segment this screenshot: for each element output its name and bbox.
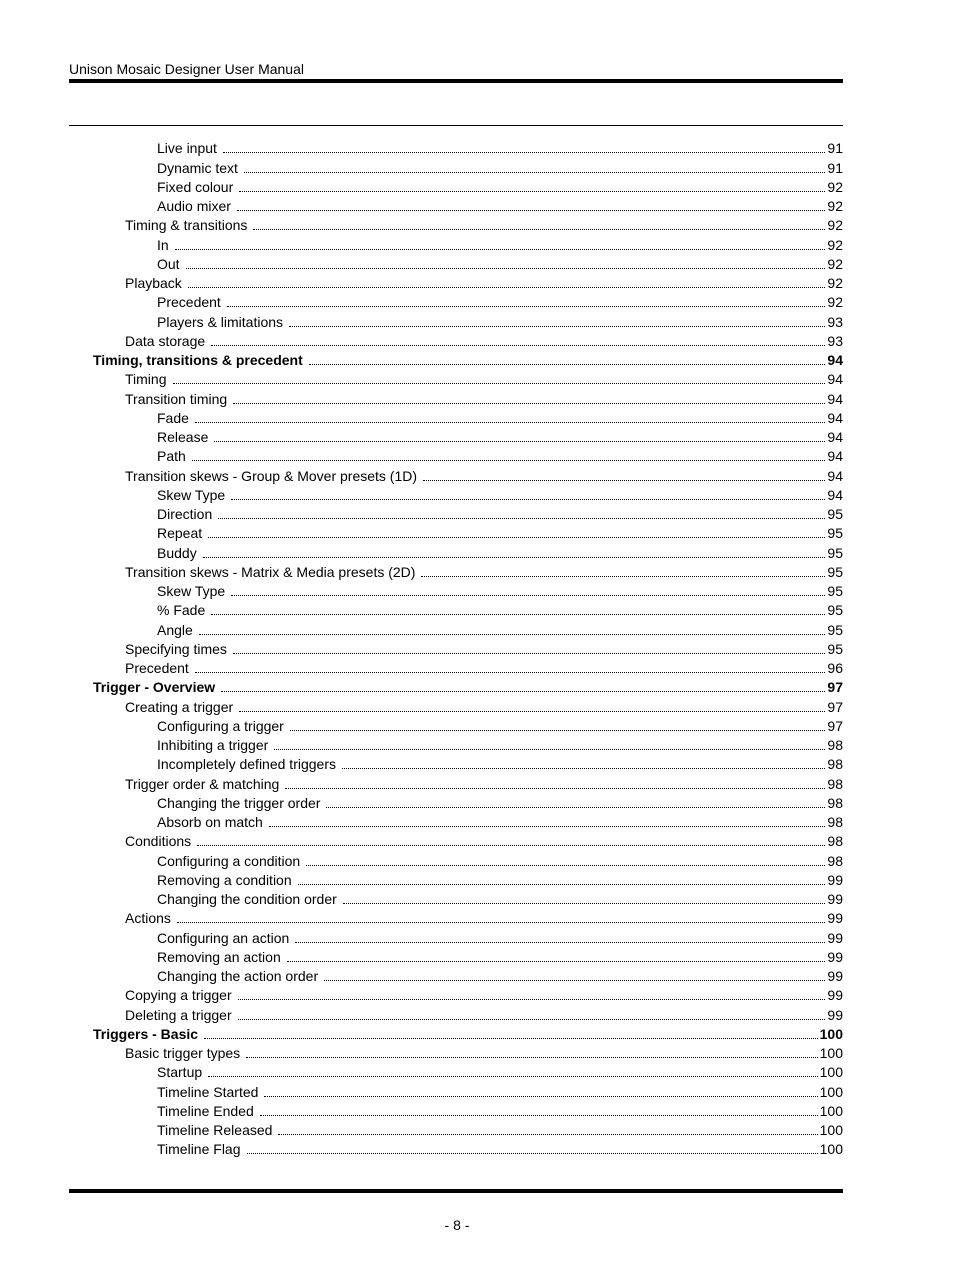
toc-entry[interactable] bbox=[69, 754, 843, 773]
toc-dot-leader bbox=[264, 1096, 817, 1097]
toc-entry-title: In bbox=[157, 236, 169, 253]
toc-entry-title: Startup bbox=[157, 1064, 203, 1081]
toc-entry-title: % Fade bbox=[157, 602, 206, 619]
toc-dot-leader bbox=[343, 903, 826, 904]
toc-entry-page: 99 bbox=[827, 891, 843, 907]
toc-entry-title: Creating a trigger bbox=[125, 698, 234, 715]
toc-dot-leader bbox=[326, 807, 825, 808]
toc-dot-leader bbox=[421, 576, 825, 577]
toc-entry[interactable] bbox=[69, 465, 843, 484]
toc-entry-page: 97 bbox=[827, 698, 843, 715]
toc-entry-page: 100 bbox=[819, 1045, 843, 1061]
toc-dot-leader bbox=[195, 672, 826, 673]
toc-dot-leader bbox=[188, 287, 826, 288]
toc-entry-page: 98 bbox=[827, 775, 843, 792]
toc-entry[interactable] bbox=[69, 485, 843, 504]
toc-entry-page: 94 bbox=[827, 371, 843, 388]
toc-dot-leader bbox=[231, 595, 825, 596]
toc-entry-page: 97 bbox=[827, 717, 843, 734]
toc-entry-title: Transition timing bbox=[125, 390, 228, 407]
toc-entry-title: Dynamic text bbox=[157, 159, 238, 176]
toc-entry-title: Audio mixer bbox=[157, 198, 231, 214]
toc-entry-page: 94 bbox=[827, 352, 843, 368]
toc-entry[interactable] bbox=[69, 562, 843, 581]
toc-dot-leader bbox=[239, 711, 825, 712]
toc-entry-page: 93 bbox=[827, 313, 843, 330]
toc-entry[interactable] bbox=[69, 1062, 843, 1081]
toc-dot-leader bbox=[175, 249, 826, 250]
toc-entry-title: Direction bbox=[157, 506, 213, 522]
toc-entry-title: Out bbox=[157, 255, 180, 272]
toc-entry-title: Timing bbox=[125, 371, 167, 388]
toc-entry-page: 95 bbox=[827, 640, 843, 657]
toc-entry-page: 98 bbox=[827, 794, 843, 811]
toc-entry[interactable] bbox=[69, 658, 843, 677]
toc-entry[interactable] bbox=[69, 350, 843, 369]
header-thin-rule bbox=[69, 125, 843, 126]
toc-dot-leader bbox=[203, 557, 826, 558]
toc-entry[interactable] bbox=[69, 850, 843, 869]
toc-entry-page: 92 bbox=[827, 198, 843, 214]
toc-entry-page: 95 bbox=[827, 544, 843, 561]
toc-entry-title: Timeline Flag bbox=[157, 1141, 241, 1158]
toc-entry-title: Changing the condition order bbox=[157, 891, 337, 907]
toc-entry-title: Changing the action order bbox=[157, 968, 319, 984]
toc-entry[interactable] bbox=[69, 619, 843, 638]
toc-dot-leader bbox=[306, 865, 825, 866]
toc-dot-leader bbox=[204, 1038, 818, 1039]
toc-entry-title: Basic trigger types bbox=[125, 1045, 241, 1061]
toc-dot-leader bbox=[324, 980, 825, 981]
toc-entry-page: 98 bbox=[827, 756, 843, 773]
toc-entry-title: Precedent bbox=[157, 294, 221, 311]
toc-entry[interactable] bbox=[69, 1120, 843, 1139]
toc-entry-page: 95 bbox=[827, 563, 843, 580]
toc-dot-leader bbox=[287, 961, 826, 962]
toc-dot-leader bbox=[238, 999, 826, 1000]
toc-entry[interactable] bbox=[69, 369, 843, 388]
toc-dot-leader bbox=[211, 614, 825, 615]
toc-entry-page: 100 bbox=[819, 1102, 843, 1119]
document-header-title: Unison Mosaic Designer User Manual bbox=[69, 61, 304, 77]
toc-dot-leader bbox=[214, 441, 825, 442]
toc-entry[interactable] bbox=[69, 870, 843, 889]
toc-entry[interactable] bbox=[69, 735, 843, 754]
toc-entry[interactable] bbox=[69, 157, 843, 176]
toc-entry-page: 95 bbox=[827, 583, 843, 599]
toc-entry[interactable] bbox=[69, 138, 843, 157]
toc-entry-page: 100 bbox=[819, 1064, 843, 1081]
toc-entry-page: 92 bbox=[827, 217, 843, 234]
toc-entry-page: 100 bbox=[819, 1141, 843, 1158]
toc-entry-title: Actions bbox=[125, 910, 171, 927]
toc-entry-title: Live input bbox=[157, 140, 217, 157]
toc-entry[interactable] bbox=[69, 889, 843, 908]
toc-entry[interactable] bbox=[69, 542, 843, 561]
toc-dot-leader bbox=[199, 634, 826, 635]
toc-dot-leader bbox=[289, 326, 825, 327]
toc-entry-title: Triggers - Basic bbox=[93, 1025, 199, 1042]
toc-dot-leader bbox=[231, 499, 825, 500]
toc-entry[interactable] bbox=[69, 793, 843, 812]
toc-entry-title: Repeat bbox=[157, 525, 203, 542]
toc-entry-title: Timeline Ended bbox=[157, 1102, 254, 1119]
toc-entry[interactable] bbox=[69, 1081, 843, 1100]
toc-entry-page: 99 bbox=[827, 929, 843, 946]
toc-dot-leader bbox=[208, 537, 825, 538]
toc-dot-leader bbox=[423, 480, 825, 481]
toc-entry[interactable] bbox=[69, 677, 843, 696]
toc-entry-title: Inhibiting a trigger bbox=[157, 737, 269, 753]
toc-entry[interactable] bbox=[69, 254, 843, 273]
toc-entry-page: 95 bbox=[827, 506, 843, 522]
table-of-contents bbox=[69, 138, 843, 1158]
toc-dot-leader bbox=[227, 306, 826, 307]
toc-dot-leader bbox=[274, 749, 825, 750]
toc-entry[interactable] bbox=[69, 1139, 843, 1158]
toc-entry-title: Conditions bbox=[125, 833, 192, 850]
toc-entry-title: Data storage bbox=[125, 332, 206, 349]
toc-entry-page: 100 bbox=[819, 1025, 843, 1042]
toc-entry[interactable] bbox=[69, 408, 843, 427]
toc-entry-page: 100 bbox=[819, 1083, 843, 1100]
toc-dot-leader bbox=[295, 942, 825, 943]
toc-entry-title: Fade bbox=[157, 409, 189, 426]
toc-entry[interactable] bbox=[69, 331, 843, 350]
page-number: - 8 - bbox=[444, 1217, 470, 1233]
toc-entry[interactable] bbox=[69, 1101, 843, 1120]
toc-entry-title: Skew Type bbox=[157, 486, 226, 503]
toc-entry[interactable] bbox=[69, 388, 843, 407]
toc-entry[interactable] bbox=[69, 427, 843, 446]
toc-entry-page: 99 bbox=[827, 968, 843, 984]
toc-entry-page: 98 bbox=[827, 852, 843, 869]
toc-entry-page: 91 bbox=[827, 140, 843, 157]
toc-entry-title: Buddy bbox=[157, 544, 197, 561]
toc-entry-title: Trigger - Overview bbox=[93, 679, 216, 696]
toc-entry-page: 94 bbox=[827, 409, 843, 426]
toc-entry[interactable] bbox=[69, 696, 843, 715]
toc-entry-title: Removing a condition bbox=[157, 871, 292, 888]
toc-entry-title: Transition skews - Group & Mover presets (1D) bbox=[125, 467, 418, 484]
toc-dot-leader bbox=[186, 268, 826, 269]
toc-entry-page: 98 bbox=[827, 814, 843, 830]
toc-dot-leader bbox=[247, 1153, 818, 1154]
toc-entry[interactable] bbox=[69, 966, 843, 985]
toc-dot-leader bbox=[278, 1134, 817, 1135]
toc-dot-leader bbox=[239, 191, 825, 192]
toc-entry-title: Changing the trigger order bbox=[157, 794, 321, 811]
toc-entry-title: Trigger order & matching bbox=[125, 775, 280, 792]
toc-entry[interactable] bbox=[69, 215, 843, 234]
toc-entry[interactable] bbox=[69, 812, 843, 831]
footer-rule bbox=[69, 1189, 843, 1193]
toc-dot-leader bbox=[253, 229, 825, 230]
toc-entry-page: 91 bbox=[827, 159, 843, 176]
toc-dot-leader bbox=[233, 653, 825, 654]
toc-entry-title: Timeline Started bbox=[157, 1083, 259, 1100]
toc-entry[interactable] bbox=[69, 985, 843, 1004]
toc-dot-leader bbox=[269, 826, 826, 827]
toc-entry[interactable] bbox=[69, 927, 843, 946]
toc-entry-title: Players & limitations bbox=[157, 313, 284, 330]
toc-entry-title: Specifying times bbox=[125, 640, 227, 657]
toc-entry-page: 94 bbox=[827, 448, 843, 465]
toc-entry-page: 92 bbox=[827, 255, 843, 272]
toc-entry[interactable] bbox=[69, 273, 843, 292]
toc-entry[interactable] bbox=[69, 292, 843, 311]
toc-entry[interactable] bbox=[69, 177, 843, 196]
toc-entry-page: 98 bbox=[827, 833, 843, 850]
toc-dot-leader bbox=[309, 364, 826, 365]
toc-entry-title: Fixed colour bbox=[157, 178, 234, 195]
toc-entry-page: 97 bbox=[827, 679, 843, 696]
toc-dot-leader bbox=[221, 691, 825, 692]
toc-entry[interactable] bbox=[69, 446, 843, 465]
toc-entry-page: 92 bbox=[827, 178, 843, 195]
toc-entry-page: 95 bbox=[827, 621, 843, 638]
toc-entry-page: 94 bbox=[827, 486, 843, 503]
toc-entry-title: Precedent bbox=[125, 660, 189, 676]
toc-dot-leader bbox=[238, 1019, 826, 1020]
toc-entry[interactable] bbox=[69, 773, 843, 792]
toc-dot-leader bbox=[192, 460, 826, 461]
toc-entry[interactable] bbox=[69, 311, 843, 330]
toc-dot-leader bbox=[197, 845, 825, 846]
toc-dot-leader bbox=[223, 152, 825, 153]
toc-entry-page: 98 bbox=[827, 737, 843, 753]
toc-entry[interactable] bbox=[69, 196, 843, 215]
toc-entry[interactable] bbox=[69, 831, 843, 850]
toc-entry-page: 94 bbox=[827, 390, 843, 407]
toc-entry-title: Incompletely defined triggers bbox=[157, 756, 336, 773]
toc-entry[interactable] bbox=[69, 639, 843, 658]
toc-entry-page: 99 bbox=[827, 1006, 843, 1023]
toc-entry[interactable] bbox=[69, 581, 843, 600]
toc-entry-title: Timeline Released bbox=[157, 1122, 273, 1138]
toc-entry-page: 99 bbox=[827, 948, 843, 965]
toc-dot-leader bbox=[285, 788, 825, 789]
toc-entry-title: Skew Type bbox=[157, 583, 226, 599]
toc-entry-page: 92 bbox=[827, 236, 843, 253]
toc-entry[interactable] bbox=[69, 947, 843, 966]
toc-entry-title: Path bbox=[157, 448, 186, 465]
toc-entry[interactable] bbox=[69, 234, 843, 253]
toc-entry-page: 95 bbox=[827, 602, 843, 619]
toc-entry[interactable] bbox=[69, 504, 843, 523]
toc-entry-title: Copying a trigger bbox=[125, 987, 232, 1004]
toc-entry-page: 93 bbox=[827, 332, 843, 349]
toc-dot-leader bbox=[290, 730, 826, 731]
toc-entry-title: Configuring an action bbox=[157, 929, 290, 946]
toc-entry-page: 99 bbox=[827, 871, 843, 888]
toc-dot-leader bbox=[342, 768, 825, 769]
toc-dot-leader bbox=[233, 403, 825, 404]
toc-dot-leader bbox=[173, 383, 826, 384]
toc-dot-leader bbox=[208, 1076, 818, 1077]
toc-entry-title: Configuring a condition bbox=[157, 852, 301, 869]
toc-entry-page: 99 bbox=[827, 987, 843, 1004]
toc-entry-page: 95 bbox=[827, 525, 843, 542]
toc-entry-title: Release bbox=[157, 429, 209, 445]
toc-entry-page: 96 bbox=[827, 660, 843, 676]
toc-dot-leader bbox=[260, 1115, 818, 1116]
toc-entry-title: Timing, transitions & precedent bbox=[93, 352, 303, 368]
toc-entry-title: Configuring a trigger bbox=[157, 717, 284, 734]
toc-entry-title: Playback bbox=[125, 275, 182, 291]
toc-entry-page: 100 bbox=[819, 1122, 843, 1138]
toc-dot-leader bbox=[211, 345, 825, 346]
toc-dot-leader bbox=[177, 922, 826, 923]
toc-entry[interactable] bbox=[69, 1004, 843, 1023]
toc-entry[interactable] bbox=[69, 716, 843, 735]
toc-entry[interactable] bbox=[69, 600, 843, 619]
toc-entry-page: 94 bbox=[827, 429, 843, 445]
toc-dot-leader bbox=[246, 1057, 817, 1058]
toc-entry[interactable] bbox=[69, 523, 843, 542]
toc-dot-leader bbox=[218, 518, 825, 519]
toc-entry-page: 92 bbox=[827, 275, 843, 291]
toc-entry-title: Absorb on match bbox=[157, 814, 263, 830]
toc-entry-page: 94 bbox=[827, 467, 843, 484]
toc-entry[interactable] bbox=[69, 908, 843, 927]
toc-dot-leader bbox=[298, 884, 826, 885]
toc-entry[interactable] bbox=[69, 1043, 843, 1062]
header-rule bbox=[69, 79, 843, 83]
toc-entry-title: Angle bbox=[157, 621, 193, 638]
toc-entry-page: 99 bbox=[827, 910, 843, 927]
toc-dot-leader bbox=[244, 172, 826, 173]
toc-entry-title: Transition skews - Matrix & Media presets (2D) bbox=[125, 563, 416, 580]
toc-entry-page: 92 bbox=[827, 294, 843, 311]
toc-entry-title: Timing & transitions bbox=[125, 217, 248, 234]
toc-entry[interactable] bbox=[69, 1024, 843, 1043]
toc-entry-title: Deleting a trigger bbox=[125, 1006, 232, 1023]
toc-entry-title: Removing an action bbox=[157, 948, 281, 965]
toc-dot-leader bbox=[237, 210, 826, 211]
toc-dot-leader bbox=[195, 422, 826, 423]
